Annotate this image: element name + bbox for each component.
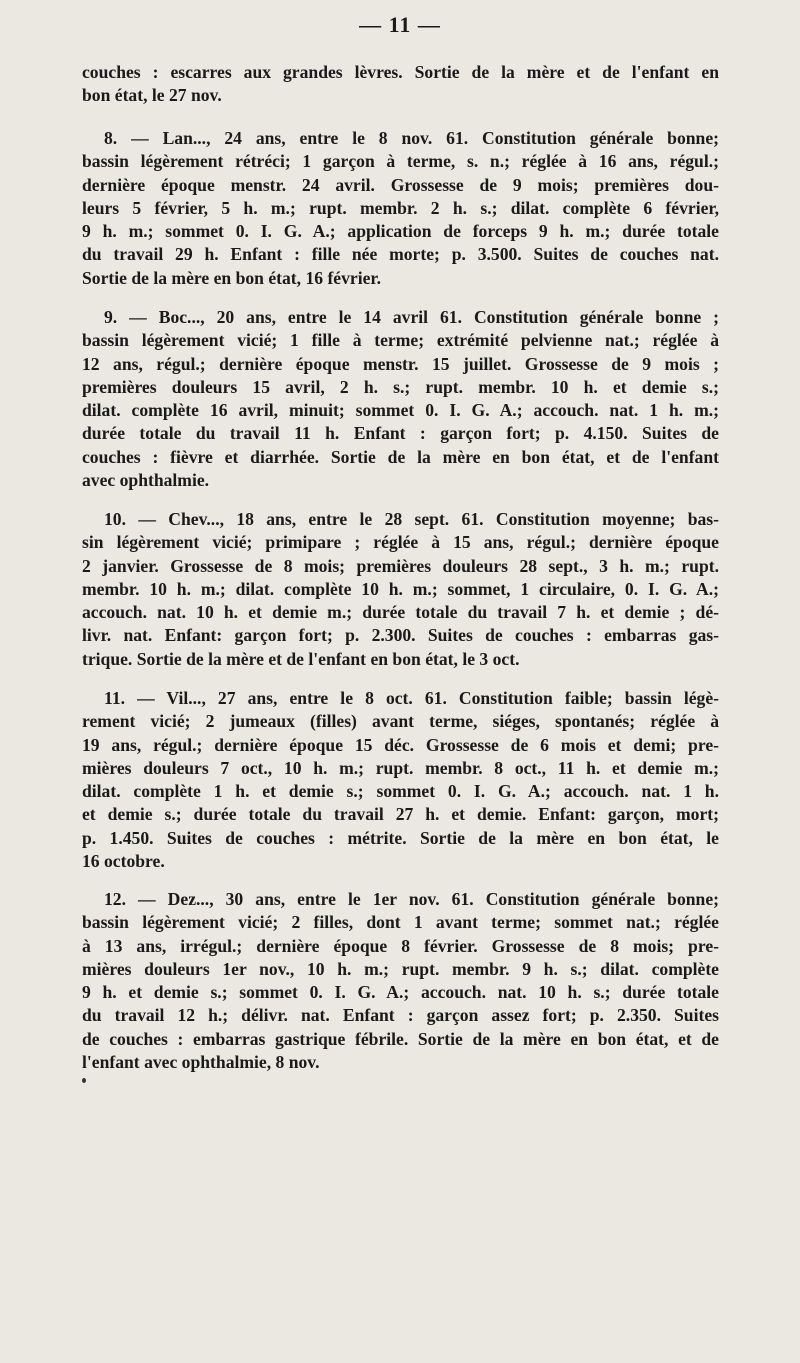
text-line: membr. 10 h. m.; dilat. complète 10 h. m.; sommet, 1 circulaire, 0. I. G. A.; bbox=[82, 578, 719, 599]
text-line: et demie s.; durée totale du travail 27 h. et demie. Enfant: garçon, mort; bbox=[82, 804, 719, 825]
text-line: l'enfant avec ophthalmie, 8 nov. bbox=[82, 1052, 320, 1073]
paragraph-continuation bbox=[82, 61, 719, 108]
text-line: durée totale du travail 11 h. Enfant : garçon fort; p. 4.150. Suites de bbox=[82, 423, 719, 444]
text-line: de couches : embarras gastrique fébrile. Sortie de la mère en bon état, et de bbox=[82, 1028, 719, 1049]
page-number: — 11 — bbox=[359, 12, 441, 37]
text-line: mières douleurs 1er nov., 10 h. m.; rupt. membr. 9 h. s.; dilat. complète bbox=[82, 958, 719, 979]
text-line: trique. Sortie de la mère et de l'enfant en bon état, le 3 oct. bbox=[82, 648, 520, 669]
text-line: 9 h. et demie s.; sommet 0. I. G. A.; accouch. nat. 10 h. s.; durée totale bbox=[82, 982, 719, 1003]
text-line: à 13 ans, irrégul.; dernière époque 8 février. Grossesse de 8 mois; pre- bbox=[82, 935, 719, 956]
text-line: rement vicié; 2 jumeaux (filles) avant terme, siéges, spontanés; réglée à bbox=[82, 711, 719, 732]
text-line: du travail 12 h.; délivr. nat. Enfant : garçon assez fort; p. 2.350. Suites bbox=[82, 1005, 719, 1026]
case-11-paragraph bbox=[82, 687, 719, 873]
text-line: sin légèrement vicié; primipare ; réglée à 15 ans, régul.; dernière époque bbox=[82, 532, 719, 553]
text-line: couches : escarres aux grandes lèvres. Sortie de la mère et de l'enfant en bbox=[82, 62, 719, 82]
text-line: p. 1.450. Suites de couches : métrite. Sortie de la mère en bon état, le bbox=[82, 827, 719, 848]
text-line: dilat. complète 1 h. et demie s.; sommet 0. I. G. A.; accouch. nat. 1 h. bbox=[82, 781, 719, 802]
case-8-paragraph bbox=[82, 127, 719, 290]
text-line: premières douleurs 15 avril, 2 h. s.; rupt. membr. 10 h. et demie s.; bbox=[82, 376, 719, 397]
text-line: du travail 29 h. Enfant : fille née morte; p. 3.500. Suites de couches nat. bbox=[82, 244, 719, 265]
text-line: bassin légèrement vicié; 1 fille à terme; extrémité pelvienne nat.; réglée à bbox=[82, 330, 719, 351]
text-line: Sortie de la mère en bon état, 16 février. bbox=[82, 267, 382, 288]
text-line: mières douleurs 7 oct., 10 h. m.; rupt. membr. 8 oct., 11 h. et demie m.; bbox=[82, 757, 719, 778]
text-line: accouch. nat. 10 h. et demie m.; durée totale du travail 7 h. et demie ; dé- bbox=[82, 602, 719, 623]
case-10-paragraph bbox=[82, 508, 719, 671]
text-line: 16 octobre. bbox=[82, 851, 165, 872]
text-line: 9 h. m.; sommet 0. I. G. A.; application de forceps 9 h. m.; durée totale bbox=[82, 221, 719, 242]
text-line: bassin légèrement rétréci; 1 garçon à terme, s. n.; réglée à 16 ans, régul.; bbox=[82, 151, 719, 172]
text-line: 11. — Vil..., 27 ans, entre le 8 oct. 61. Constitution faible; bassin légè- bbox=[104, 688, 719, 708]
text-line: 10. — Chev..., 18 ans, entre le 28 sept. 61. Constitution moyenne; bas- bbox=[104, 509, 719, 529]
text-line: avec ophthalmie. bbox=[82, 470, 210, 491]
text-line: 12. — Dez..., 30 ans, entre le 1er nov. 61. Constitution générale bonne; bbox=[104, 889, 719, 909]
text-line: dilat. complète 16 avril, minuit; sommet 0. I. G. A.; accouch. nat. 1 h. m.; bbox=[82, 400, 719, 421]
text-line: 8. — Lan..., 24 ans, entre le 8 nov. 61. Constitution générale bonne; bbox=[104, 128, 719, 148]
text-line: bassin légèrement vicié; 2 filles, dont 1 avant terme; sommet nat.; réglée bbox=[82, 912, 719, 933]
text-line: couches : fièvre et diarrhée. Sortie de la mère en bon état, et de l'enfant bbox=[82, 446, 719, 467]
ink-speck bbox=[82, 1078, 86, 1083]
text-line: 19 ans, régul.; dernière époque 15 déc. Grossesse de 6 mois et demi; pre- bbox=[82, 734, 719, 755]
text-line: bon état, le 27 nov. bbox=[82, 85, 222, 106]
text-line: dernière époque menstr. 24 avril. Grossesse de 9 mois; premières dou- bbox=[82, 174, 719, 195]
text-line: livr. nat. Enfant: garçon fort; p. 2.300. Suites de couches : embarras gas- bbox=[82, 625, 719, 646]
case-12-paragraph bbox=[82, 888, 719, 1074]
text-line: 9. — Boc..., 20 ans, entre le 14 avril 61. Constitution générale bonne ; bbox=[104, 307, 719, 327]
text-line: 12 ans, régul.; dernière époque menstr. 15 juillet. Grossesse de 9 mois ; bbox=[82, 353, 719, 374]
case-9-paragraph bbox=[82, 306, 719, 492]
text-line: 2 janvier. Grossesse de 8 mois; premières douleurs 28 sept., 3 h. m.; rupt. bbox=[82, 555, 719, 576]
text-line: leurs 5 février, 5 h. m.; rupt. membr. 2 h. s.; dilat. complète 6 février, bbox=[82, 197, 719, 218]
